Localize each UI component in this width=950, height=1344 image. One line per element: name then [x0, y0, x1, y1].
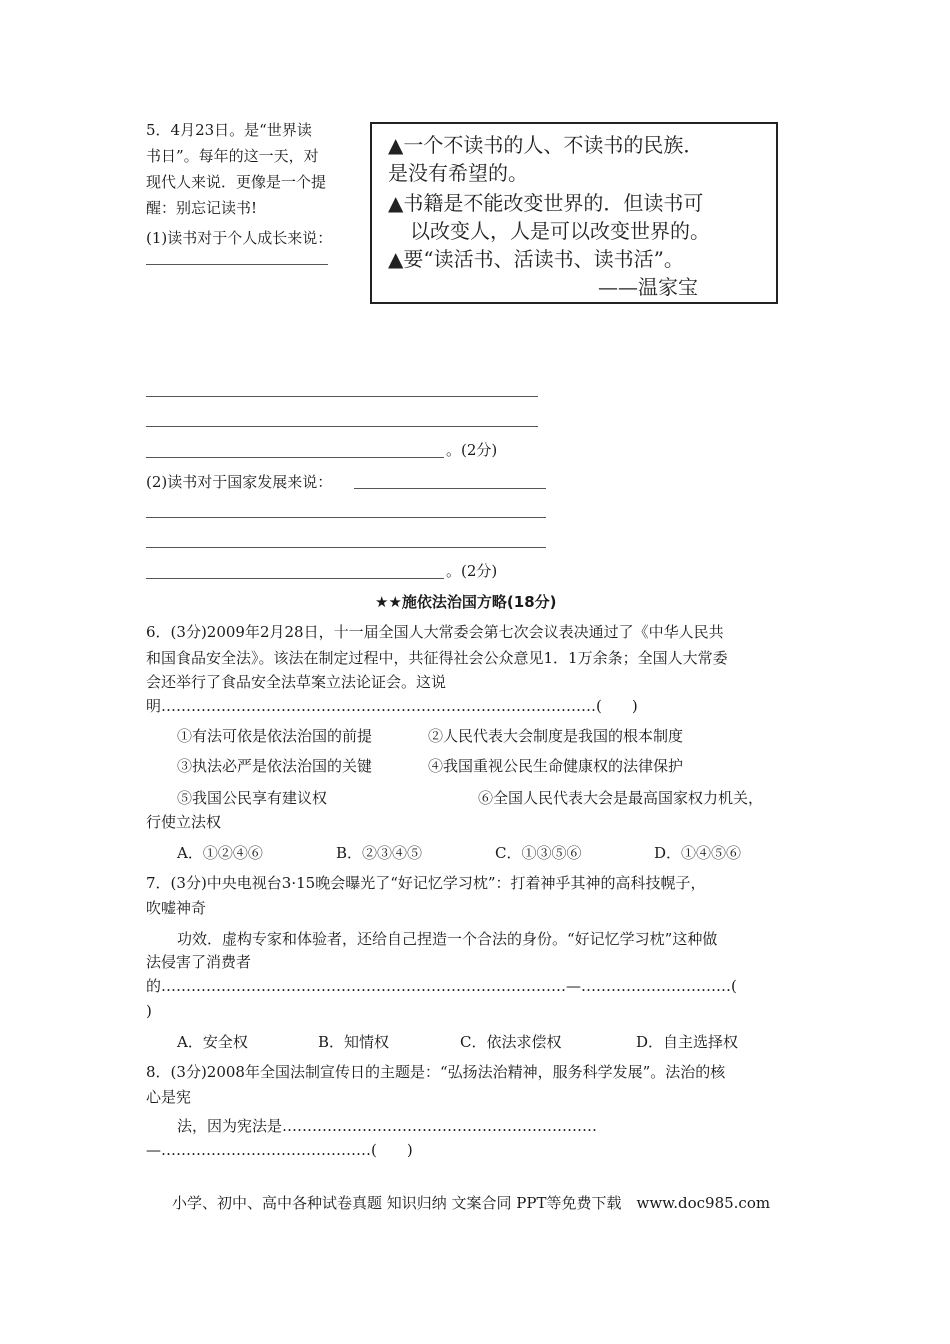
quote-line: ▲要“读活书、活读书、读书活”。 — [388, 247, 684, 271]
q6-item: ⑥全国人民代表大会是最高国家权力机关， — [478, 789, 764, 807]
q8-stem-line: 法，因为宪法是……………………………………………………… — [177, 1117, 598, 1135]
answer-line[interactable] — [146, 547, 546, 548]
q6-stem-line: 会还举行了食品安全法草案立法论证会。这说 — [146, 673, 447, 691]
q7-stem-line: 7．(3分)中央电视台3·15晚会曝光了“好记忆学习枕”：打着神乎其神的高科技幌子， — [146, 874, 706, 892]
q5-intro-line: 5．4月23日。是“世界读 — [146, 121, 312, 139]
q5-intro-line: 醒：别忘记读书! — [146, 199, 258, 217]
q7-option-d[interactable]: D．自主选择权 — [636, 1033, 739, 1051]
q5-part2-label: (2)读书对于国家发展来说： — [146, 473, 333, 491]
q8-stem-line: 8．(3分)2008年全国法制宣传日的主题是：“弘扬法治精神，服务科学发展”。法治的核 — [146, 1063, 726, 1081]
section-title: ★★施依法治国方略(18分) — [375, 593, 557, 611]
q7-stem-line: 吹嘘神奇 — [146, 899, 207, 917]
q7-stem-end: 的………………………………………………………………………—…………………………( — [146, 977, 737, 995]
footer-text: 小学、初中、高中各种试卷真题 知识归纳 文案合同 PPT等免费下载 www.doc985.com — [172, 1194, 771, 1212]
answer-line[interactable] — [146, 457, 444, 458]
answer-line[interactable] — [146, 426, 538, 427]
answer-line[interactable] — [146, 264, 328, 265]
q6-stem-line: 和国食品安全法》。该法在制定过程中，共征得社会公众意见1．1万余条；全国人大常委 — [146, 649, 728, 667]
q6-option-b[interactable]: B．②③④⑤ — [336, 844, 423, 862]
q5-intro-line: 书日”。每年的这一天，对 — [146, 147, 319, 165]
q8-stem-line: 心是宪 — [146, 1088, 192, 1106]
q6-option-d[interactable]: D．①④⑤⑥ — [654, 844, 742, 862]
q6-item-cont: 行使立法权 — [146, 813, 222, 831]
q7-option-c[interactable]: C．依法求偿权 — [460, 1033, 562, 1051]
q7-option-a[interactable]: A．安全权 — [177, 1033, 248, 1051]
q7-paren-close: ) — [146, 1002, 152, 1020]
q5-intro-line: 现代人来说．更像是一个提 — [146, 173, 327, 191]
quote-line: 是没有希望的。 — [388, 161, 528, 185]
q6-item: ④我国重视公民生命健康权的法律保护 — [428, 757, 684, 775]
q6-stem-end: 明……………………………………………………………………………( ) — [146, 697, 638, 715]
q5-part1-score: 。(2分) — [446, 441, 498, 459]
q7-stem-line: 法侵害了消费者 — [146, 953, 252, 971]
quote-line: 以改变人，人是可以改变世界的。 — [410, 219, 710, 243]
q6-item: ⑤我国公民享有建议权 — [177, 789, 328, 807]
answer-line[interactable] — [146, 517, 546, 518]
q7-stem-line: 功效．虚构专家和体验者，还给自己捏造一个合法的身份。“好记忆学习枕”这种做 — [177, 930, 718, 948]
q7-option-b[interactable]: B．知情权 — [318, 1033, 390, 1051]
quote-line: ▲一个不读书的人、不读书的民族． — [388, 133, 704, 157]
answer-line[interactable] — [354, 488, 546, 489]
q8-stem-end: —……………………………………( ) — [146, 1141, 413, 1159]
answer-line[interactable] — [146, 396, 538, 397]
q6-item: ③执法必严是依法治国的关键 — [177, 757, 373, 775]
quote-line: ▲书籍是不能改变世界的．但读书可 — [388, 191, 704, 215]
quote-author: ——温家宝 — [598, 275, 698, 299]
q6-stem-line: 6．(3分)2009年2月28日，十一届全国人大常委会第七次会议表决通过了《中华人民共 — [146, 623, 724, 641]
q5-part1-label: (1)读书对于个人成长来说： — [146, 229, 333, 247]
q6-option-a[interactable]: A．①②④⑥ — [177, 844, 263, 862]
q6-item: ①有法可依是依法治国的前提 — [177, 727, 373, 745]
answer-line[interactable] — [146, 578, 444, 579]
q6-option-c[interactable]: C．①③⑤⑥ — [495, 844, 582, 862]
q5-part2-score: 。(2分) — [446, 562, 498, 580]
quote-box — [370, 122, 778, 304]
q6-item: ②人民代表大会制度是我国的根本制度 — [428, 727, 684, 745]
